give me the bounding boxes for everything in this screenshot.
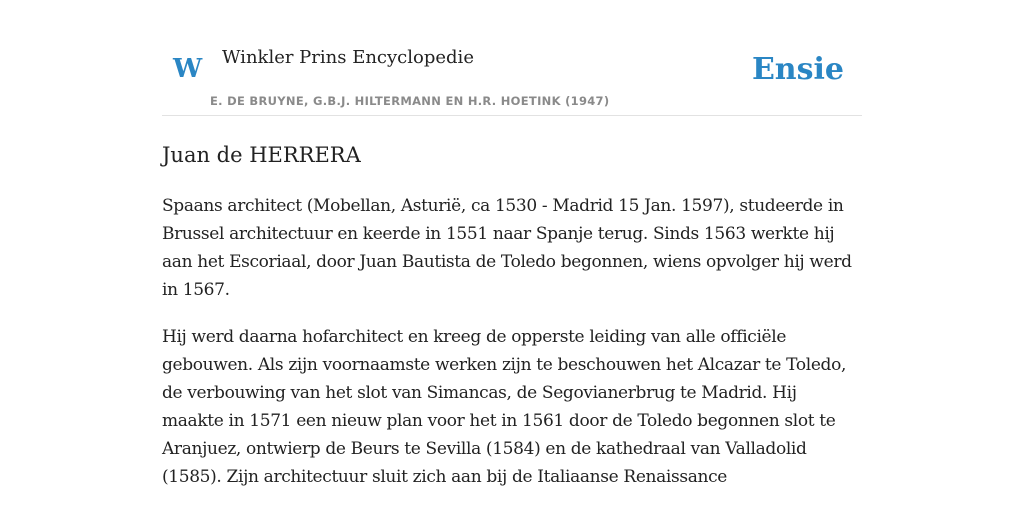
article <box>162 139 862 491</box>
article-title: Juan de HERRERA <box>162 143 361 167</box>
ensie-brand-link[interactable]: Ensie <box>751 52 844 87</box>
article-paragraph-2: Hij werd daarna hofarchitect en kreeg de opperste leiding van alle officiële gebouwen. Als zijn voornaamste werken zijn te beschouwen het Alcazar te Toledo, de verbouwing van het slot van Simancas, de Segovianerbrug te Madrid. Hij maakte in 1571 een nieuw plan voor het in 1561 door de Toledo begonnen slot te Aranjuez, ontwierp de Beurs te Sevilla (1584) en de kathedraal van Valladolid (1585). Zijn architectuur sluit zich aan bij de Italiaanse Renaissance <box>162 327 847 487</box>
winkler-prins-logo[interactable]: W <box>173 54 203 84</box>
publication-title[interactable]: Winkler Prins Encyclopedie <box>222 47 474 68</box>
page-header <box>162 0 862 116</box>
article-paragraph-1: Spaans architect (Mobellan, Asturië, ca 1530 - Madrid 15 Jan. 1597), studeerde in Brussel architectuur en keerde in 1551 naar Spanje terug. Sinds 1563 werkte hij aan het Escoriaal, door Juan Bautista de Toledo begonnen, wiens opvolger hij werd in 1567. <box>162 196 852 300</box>
publication-authors: E. DE BRUYNE, G.B.J. HILTERMANN EN H.R. HOETINK (1947) <box>210 94 610 108</box>
